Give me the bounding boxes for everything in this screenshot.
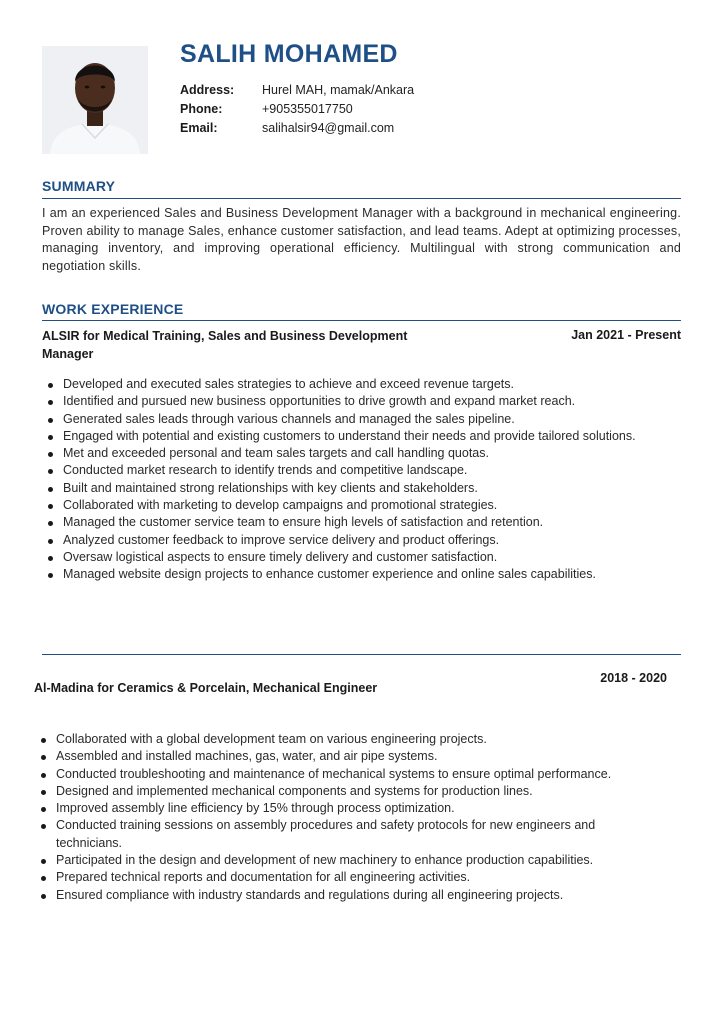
candidate-name: SALIH MOHAMED — [180, 40, 398, 68]
address-value: Hurel MAH, mamak/Ankara — [262, 82, 415, 97]
contact-label: Phone: — [180, 101, 223, 116]
list-item: Improved assembly line efficiency by 15% through process optimization. — [36, 800, 636, 817]
list-item: Developed and executed sales strategies to achieve and exceed revenue targets. — [43, 376, 663, 393]
work-experience-heading: WORK EXPERIENCE — [42, 301, 184, 317]
list-item: Ensured compliance with industry standards and regulations during all engineering projects. — [36, 887, 636, 904]
contact-label: Address: — [180, 82, 235, 97]
list-item: Assembled and installed machines, gas, water, and air pipe systems. — [36, 748, 636, 765]
summary-text: I am an experienced Sales and Business Development Manager with a background in mechanical engineering. Proven ability to manage Sales, enhance customer satisfaction, and lead teams. Adept at optimizing processes, managing inventory, and improving operational efficiency. Multilingual with strong communication and negotiation skills. — [42, 206, 681, 273]
list-item: Designed and implemented mechanical components and systems for production lines. — [36, 783, 636, 800]
list-item: Managed the customer service team to ensure high levels of satisfaction and retention. — [43, 514, 663, 531]
list-item: Engaged with potential and existing customers to understand their needs and provide tailored solutions. — [43, 428, 663, 445]
job-title: ALSIR for Medical Training, Sales and Business Development Manager — [42, 329, 408, 361]
list-item: Generated sales leads through various channels and managed the sales pipeline. — [43, 411, 663, 428]
list-item: Prepared technical reports and documentation for all engineering activities. — [36, 869, 636, 886]
section-divider — [42, 654, 681, 655]
section-divider — [42, 320, 681, 321]
list-item: Managed website design projects to enhance customer experience and online sales capabilities. — [43, 566, 663, 583]
job-title: Al-Madina for Ceramics & Porcelain, Mechanical Engineer — [34, 681, 378, 695]
list-item: Participated in the design and development of new machinery to enhance production capabilities. — [36, 852, 636, 869]
list-item: Met and exceeded personal and team sales targets and call handling quotas. — [43, 445, 663, 462]
contact-block — [180, 80, 414, 137]
list-item: Built and maintained strong relationships with key clients and stakeholders. — [43, 480, 663, 497]
contact-phone — [180, 99, 414, 118]
list-item: Identified and pursued new business opportunities to drive growth and expand market reach. — [43, 393, 663, 410]
list-item: Collaborated with a global development team on various engineering projects. — [36, 731, 636, 748]
list-item: Conducted troubleshooting and maintenance of mechanical systems to ensure optimal performance. — [36, 766, 636, 783]
list-item: Collaborated with marketing to develop campaigns and promotional strategies. — [43, 497, 663, 514]
contact-label: Email: — [180, 120, 218, 135]
job-bullet-list — [43, 376, 663, 584]
contact-email — [180, 118, 414, 137]
list-item: Conducted market research to identify trends and competitive landscape. — [43, 462, 663, 479]
job-dates: Jan 2021 - Present — [571, 328, 681, 342]
profile-photo — [42, 46, 148, 154]
list-item: Oversaw logistical aspects to ensure timely delivery and customer satisfaction. — [43, 549, 663, 566]
contact-address — [180, 80, 414, 99]
list-item: Analyzed customer feedback to improve service delivery and product offerings. — [43, 532, 663, 549]
email-value: salihalsir94@gmail.com — [262, 120, 395, 135]
job-bullet-list — [36, 731, 636, 904]
job-dates: 2018 - 2020 — [600, 671, 667, 685]
phone-value: +905355017750 — [262, 101, 353, 116]
summary-heading: SUMMARY — [42, 178, 116, 194]
section-divider — [42, 198, 681, 199]
list-item: Conducted training sessions on assembly procedures and safety protocols for new engineers and technicians. — [36, 817, 636, 852]
